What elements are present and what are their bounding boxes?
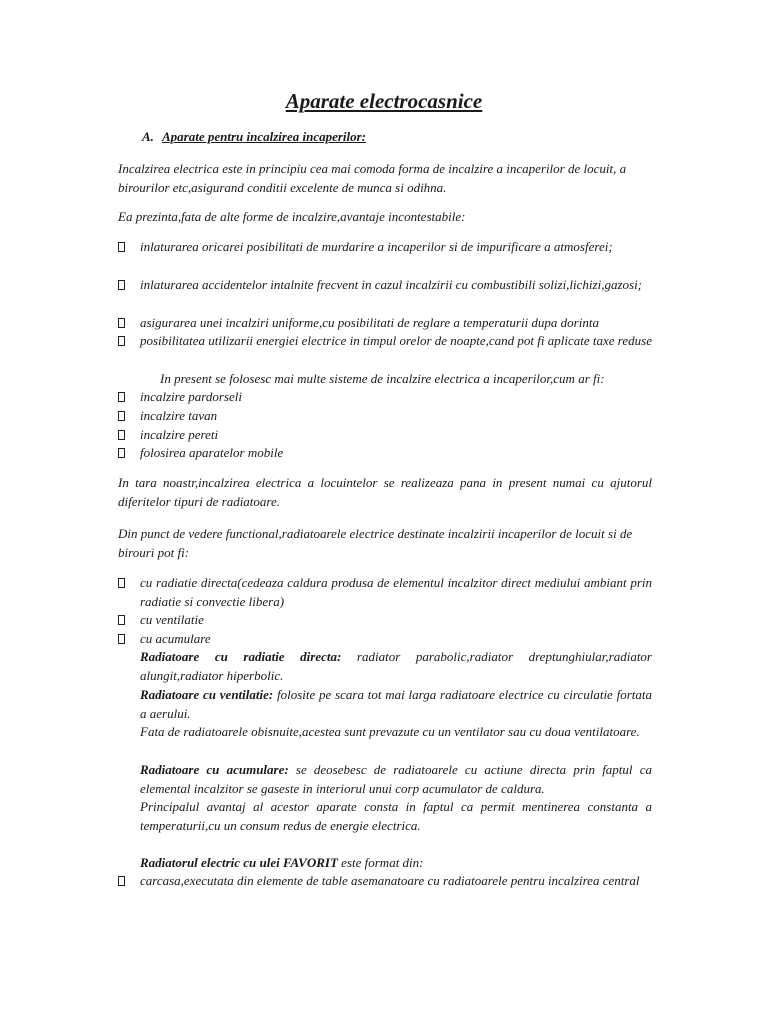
list-item: posibilitatea utilizarii energiei electrice in timpul orelor de noapte,cand pot fi aplicate taxe reduse (118, 332, 652, 351)
paragraph-systems-intro: In present se folosesc mai multe sisteme de incalzire electrica a incaperilor,cum ar fi: (160, 371, 605, 386)
document-title: Aparate electrocasnice (285, 89, 483, 113)
paragraph-intro: Incalzirea electrica este in principiu cea mai comoda forma de incalzire a incaperilor de locuit, a birourilor etc,asigurand conditii excelente de munca si odihna. (118, 161, 627, 195)
list-item: incalzire pereti (118, 426, 652, 445)
paragraph-functional: Din punct de vedere functional,radiatoarele electrice destinate incalzirii incaperilor de locuit si de birouri pot fi: (118, 526, 633, 560)
paragraph-advantages-intro: Ea prezinta,fata de alte forme de incalzire,avantaje incontestabile: (118, 209, 466, 224)
bullet-box-icon (118, 634, 125, 644)
description-accumulation: Radiatoare cu acumulare: se deosebesc de radiatoarele cu actiune directa prin faptul ca elemental incalzitor se gaseste in interiorul unui corp acumulator de caldura. (140, 762, 652, 796)
list-item: cu ventilatie (118, 611, 652, 630)
list-item: asigurarea unei incalziri uniforme,cu posibilitati de reglare a temperaturii dupa dorinta (118, 314, 652, 333)
description-ventilation-label: Radiatoare cu ventilatie: (140, 687, 274, 702)
bullet-box-icon (118, 876, 125, 886)
list-item: carcasa,executata din elemente de table asemanatoare cu radiatoarele pentru incalzirea central (118, 872, 652, 891)
bullet-box-icon (118, 392, 125, 402)
list-item: folosirea aparatelor mobile (118, 444, 652, 463)
list-item: cu acumulare (118, 630, 652, 649)
section-heading (142, 129, 366, 145)
list-item: incalzire pardorseli (118, 388, 652, 407)
bullet-box-icon (118, 242, 125, 252)
section-heading-text: Aparate pentru incalzirea incaperilor: (162, 129, 367, 144)
bullet-box-icon (118, 430, 125, 440)
description-accumulation-label: Radiatoare cu acumulare: (140, 762, 289, 777)
paragraph-country: In tara noastr,incalzirea electrica a locuintelor se realizeaza pana in present numai cu ajutorul diferitelor tipuri de radiatoare. (118, 475, 652, 509)
description-direct: Radiatoare cu radiatie directa: radiator parabolic,radiator dreptunghiular,radiator alungit,radiator hiperbolic. (140, 649, 652, 683)
bullet-box-icon (118, 448, 125, 458)
list-item: incalzire tavan (118, 407, 652, 426)
list-item: inlaturarea oricarei posibilitati de murdarire a incaperilor si de impurificare a atmosferei; (118, 238, 652, 257)
bullet-box-icon (118, 318, 125, 328)
description-ventilation: Radiatoare cu ventilatie: folosite pe scara tot mai larga radiatoare electrice cu circulatie fortata a aerului. (140, 687, 652, 721)
favorit-intro: Radiatorul electric cu ulei FAVORIT este format din: (140, 855, 424, 870)
description-direct-label: Radiatoare cu radiatie directa: (140, 649, 342, 664)
bullet-box-icon (118, 578, 125, 588)
list-item: inlaturarea accidentelor intalnite frecvent in cazul incalzirii cu combustibili solizi,lichizi,gazosi; (118, 276, 652, 295)
bullet-box-icon (118, 280, 125, 290)
bullet-box-icon (118, 615, 125, 625)
bullet-box-icon (118, 336, 125, 346)
description-accumulation-note: Principalul avantaj al acestor aparate consta in faptul ca permit mentinerea constanta a temperaturii,cu un consum redus de energie electrica. (140, 799, 652, 833)
list-item: cu radiatie directa(cedeaza caldura produsa de elementul incalzitor direct mediului ambiant prin radiatie si convectie libera) (118, 574, 652, 611)
description-ventilation-note: Fata de radiatoarele obisnuite,acestea sunt prevazute cu un ventilator sau cu doua ventilatoare. (140, 724, 640, 739)
bullet-box-icon (118, 411, 125, 421)
favorit-label: Radiatorul electric cu ulei FAVORIT (140, 855, 338, 870)
section-letter: A. (142, 129, 154, 144)
